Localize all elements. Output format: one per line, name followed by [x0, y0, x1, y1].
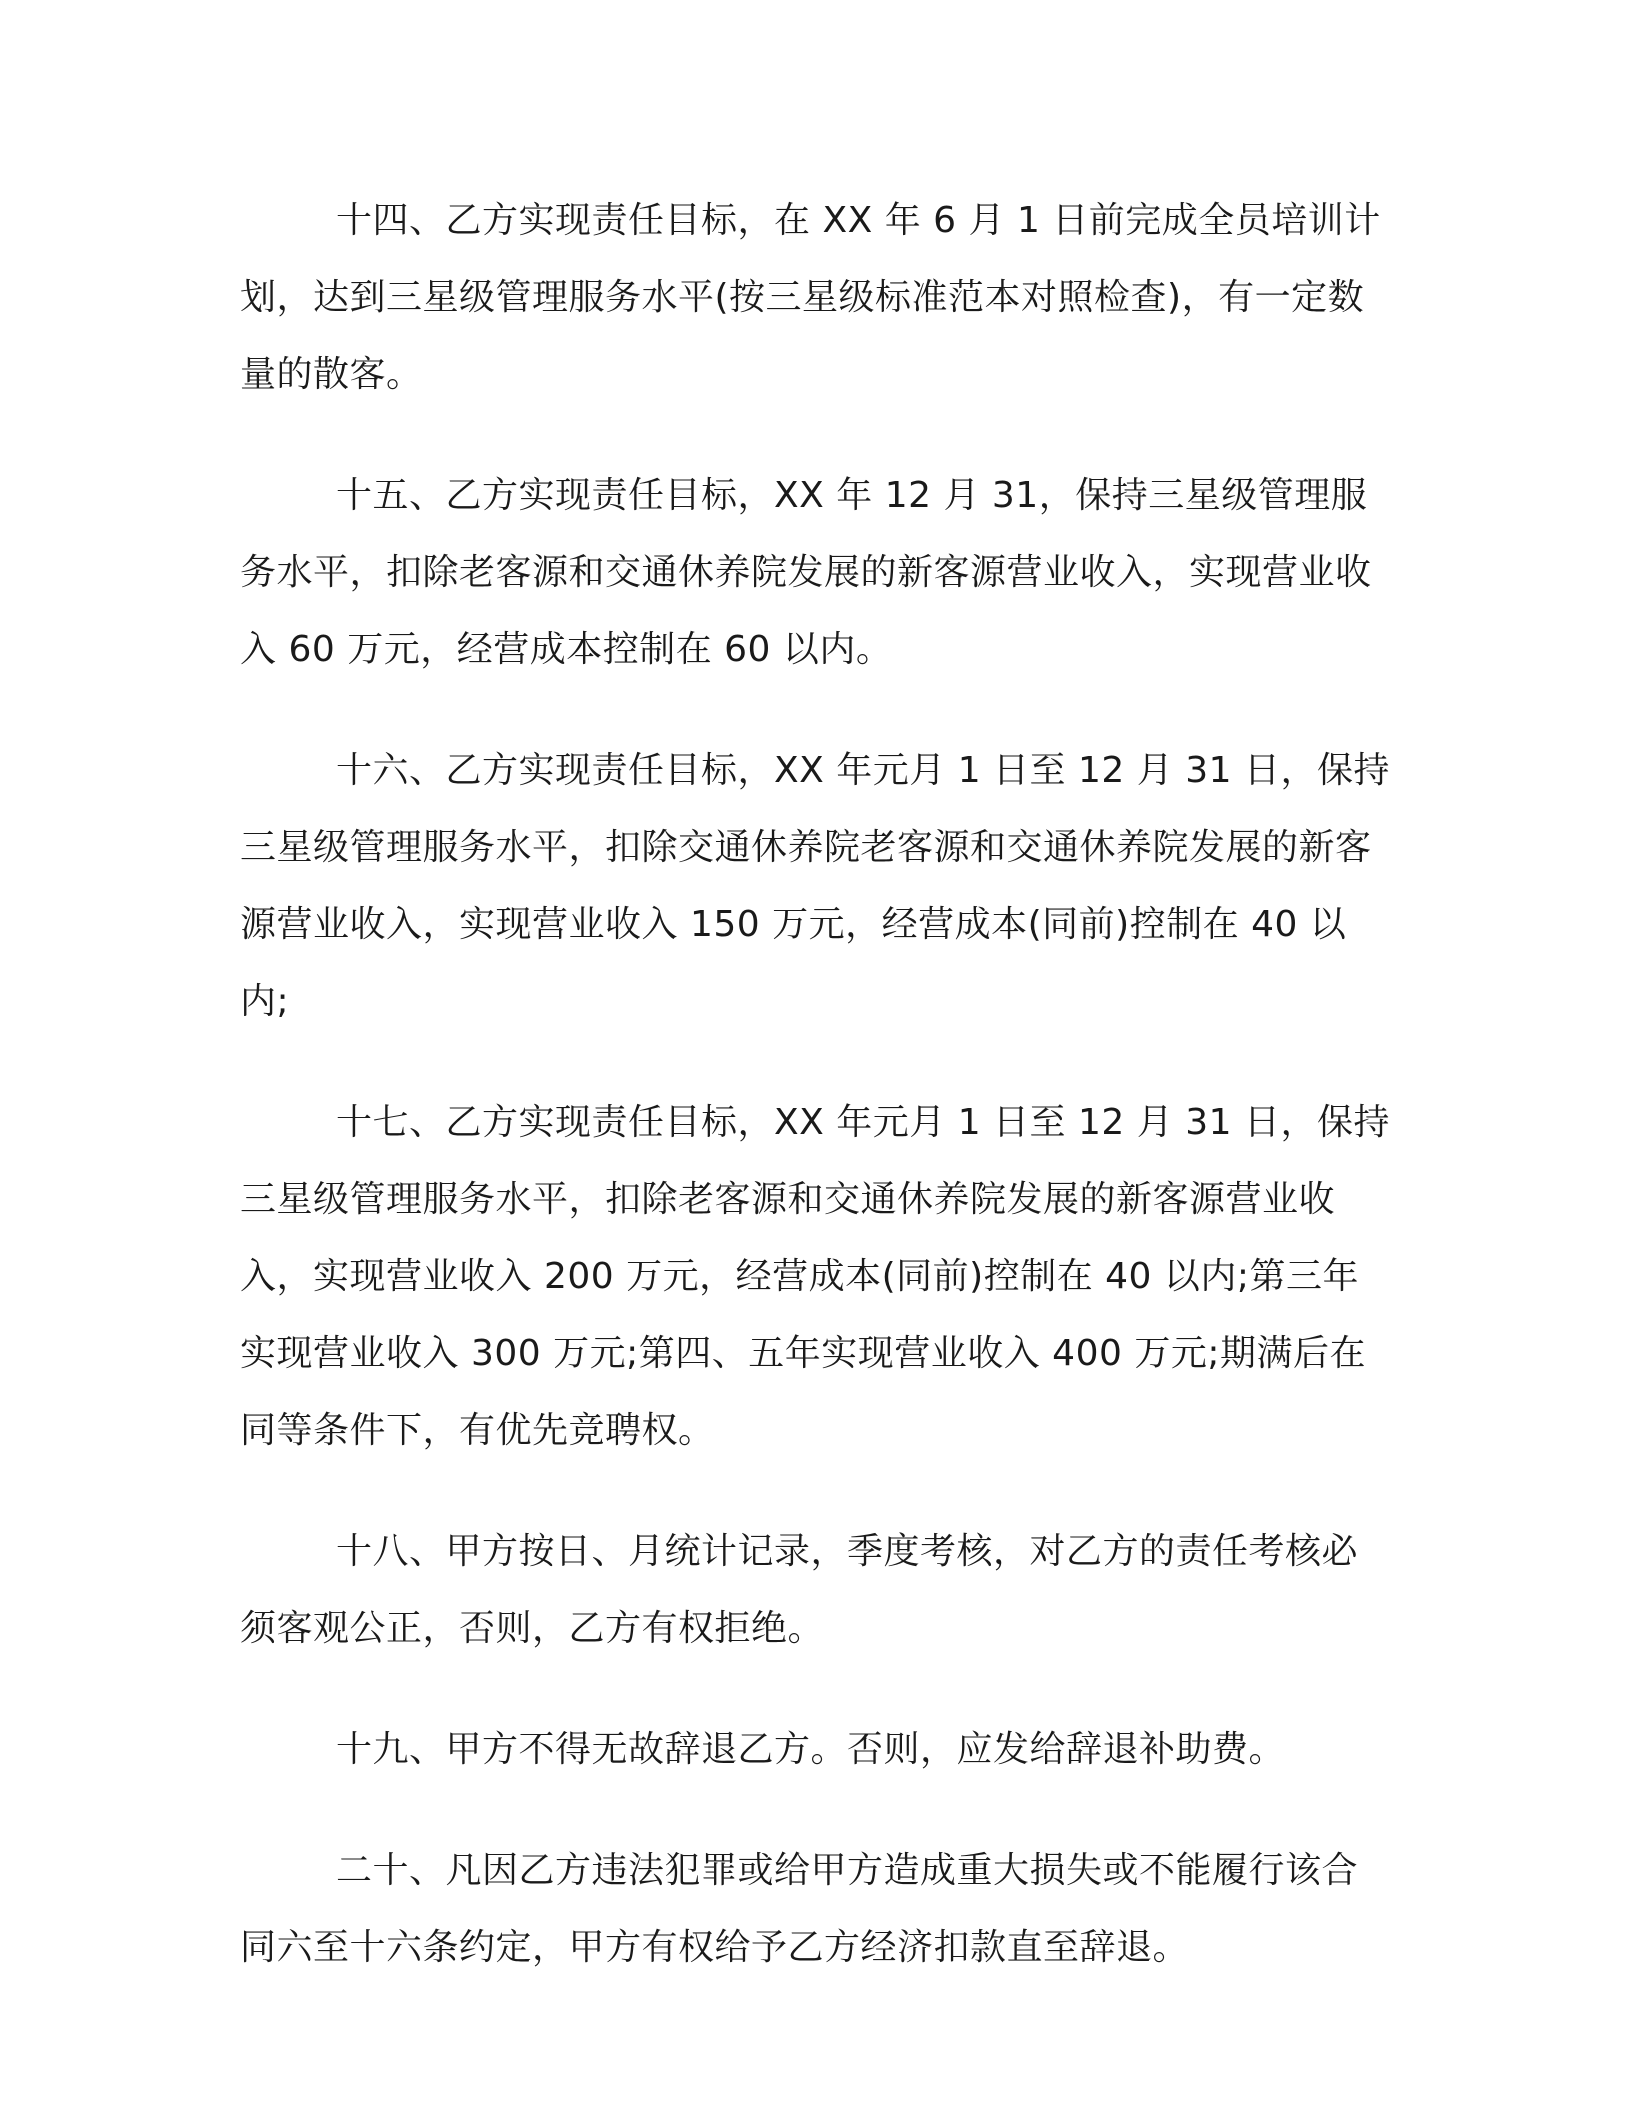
clause-17: 十七、乙方实现责任目标，XX 年元月 1 日至 12 月 31 日，保持三星级管理服务水平，扣除老客源和交通休养院发展的新客源营业收入，实现营业收入 200 万元，经营成本(同前)控制在 40 以内;第三年实现营业收入 300 万元;第四、五年实现营业收入 400 万元;期满后在同等条件下，有优先竞聘权。: [240, 1102, 1390, 1451]
clause-16: 十六、乙方实现责任目标，XX 年元月 1 日至 12 月 31 日，保持三星级管理服务水平，扣除交通休养院老客源和交通休养院发展的新客源营业收入，实现营业收入 150 万元，经营成本(同前)控制在 40 以内;: [240, 750, 1390, 1022]
clause-19: 十九、甲方不得无故辞退乙方。否则，应发给辞退补助费。: [336, 1729, 1286, 1770]
clause-15: 十五、乙方实现责任目标，XX 年 12 月 31，保持三星级管理服务水平，扣除老客源和交通休养院发展的新客源营业收入，实现营业收入 60 万元，经营成本控制在 60 以内。: [240, 475, 1372, 670]
document-body: [240, 182, 1390, 2030]
clause-20: 二十、凡因乙方违法犯罪或给甲方造成重大损失或不能履行该合同六至十六条约定，甲方有权给予乙方经济扣款直至辞退。: [240, 1850, 1359, 1968]
clause-14: 十四、乙方实现责任目标，在 XX 年 6 月 1 日前完成全员培训计划，达到三星级管理服务水平(按三星级标准范本对照检查)，有一定数量的散客。: [240, 200, 1381, 395]
clause-18: 十八、甲方按日、月统计记录，季度考核，对乙方的责任考核必须客观公正，否则，乙方有权拒绝。: [240, 1531, 1359, 1649]
